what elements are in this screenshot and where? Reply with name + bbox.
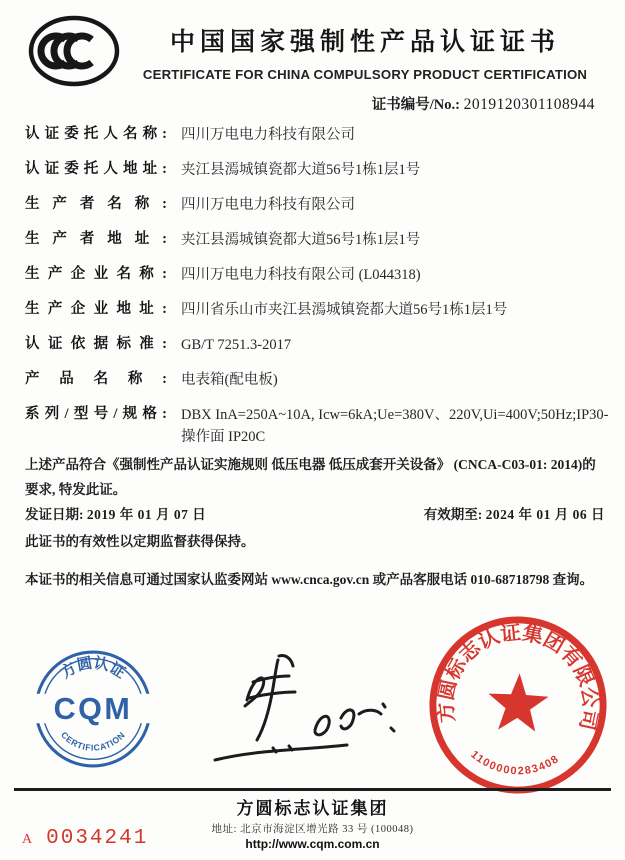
field-row-applicant-name [25,124,610,146]
cqm-logo-letters: CQM [53,692,133,727]
certificate-title: 中国国家强制性产品认证证书 [169,29,560,56]
footer-website: http://www.cqm.com.cn [245,837,380,851]
footer-address: 地址: 北京市海淀区增光路 33 号 (100048) [211,824,414,835]
field-row-standard [25,334,610,356]
stamp-star-icon [487,672,550,732]
footer-org-name: 方圆标志认证集团 [236,799,389,818]
field-row-factory-name [25,264,610,286]
field-row-producer-address [25,229,610,251]
field-row-applicant-address [25,159,610,181]
expiry-date [424,503,605,523]
svg-text:1100000283408 [467,748,562,780]
issuer-stamp [419,605,617,805]
field-row-producer-name [25,194,610,216]
issue-date-label: 发证日期: [25,507,84,522]
serial-digits: 0034241 [46,827,149,850]
field-label: 认证依据标准: [25,336,167,352]
field-label: 认证委托人名称: [25,126,167,142]
field-label: 生 产 者 地 址 : [25,231,167,247]
field-value: 四川万电电力科技有限公司 [181,197,355,213]
field-value: 夹江县漹城镇瓷都大道56号1栋1层1号 [181,162,421,178]
expiry-date-label: 有效期至: [423,507,483,522]
cqm-logo-icon [32,648,154,770]
validity-note: 此证书的有效性以定期监督获得保持。 [25,534,255,549]
svg-text:CERTIFICATION [59,730,127,753]
field-value: 夹江县漹城镇瓷都大道56号1栋1层1号 [181,232,421,248]
signature [195,642,410,787]
certificate-number-value: 2019120301108944 [463,96,595,113]
info-note: 本证书的相关信息可通过国家认监委网站 www.cnca.gov.cn 或产品客服电话 010-68718798 查询。 [25,572,594,587]
field-value: 四川省乐山市夹江县漹城镇瓷都大道56号1栋1层1号 [181,302,508,318]
cqm-logo-bottom-text: CERTIFICATION [59,729,127,753]
field-label: 生产企业名称: [25,266,167,282]
issue-date-value: 2019 年 01 月 07 日 [86,507,207,522]
certificate-subtitle: CERTIFICATE FOR CHINA COMPULSORY PRODUCT CERTIFICATION [142,67,588,82]
field-value: 电表箱(配电板) [181,372,278,388]
field-value: 四川万电电力科技有限公司 (L044318) [181,267,421,283]
field-row-model-spec [25,404,610,448]
certificate-number-label: 证书编号/No.: [371,97,460,113]
cqm-logo-top-text: 方圆认证 [57,654,129,683]
field-label: 生 产 者 名 称 : [25,196,167,212]
field-value: 四川万电电力科技有限公司 [181,127,355,143]
footer-divider [14,788,611,791]
field-label: 认证委托人地址: [25,161,167,177]
field-value: DBX InA=250A~10A, Icw=6kA;Ue=380V、220V,Ui=400V;50Hz;IP30-操作面 IP20C [181,407,609,445]
compliance-statement: 上述产品符合《强制性产品认证实施规则 低压电器 低压成套开关设备》 (CNCA-C03-01: 2014)的要求, 特发此证。 [25,457,596,497]
serial-prefix: A [22,832,33,847]
dates-row [25,503,605,523]
stamp-ring-text: 方圆标志认证集团有限公司 [435,622,601,732]
field-row-product-name [25,369,610,391]
field-label: 系列/型号/规格: [25,406,167,422]
field-label: 产 品 名 称 : [25,371,167,387]
field-value: GB/T 7251.3-2017 [181,337,292,353]
serial-number [22,827,148,850]
expiry-date-value: 2024 年 01 月 06 日 [485,507,605,522]
header [125,22,605,82]
issue-date [25,503,206,523]
field-label: 生产企业地址: [25,301,167,317]
field-row-factory-address [25,299,610,321]
stamp-number: 1100000283408 [468,748,562,778]
certificate-number [372,93,595,114]
fields-section [25,124,610,461]
ccc-mark-icon [26,12,122,90]
